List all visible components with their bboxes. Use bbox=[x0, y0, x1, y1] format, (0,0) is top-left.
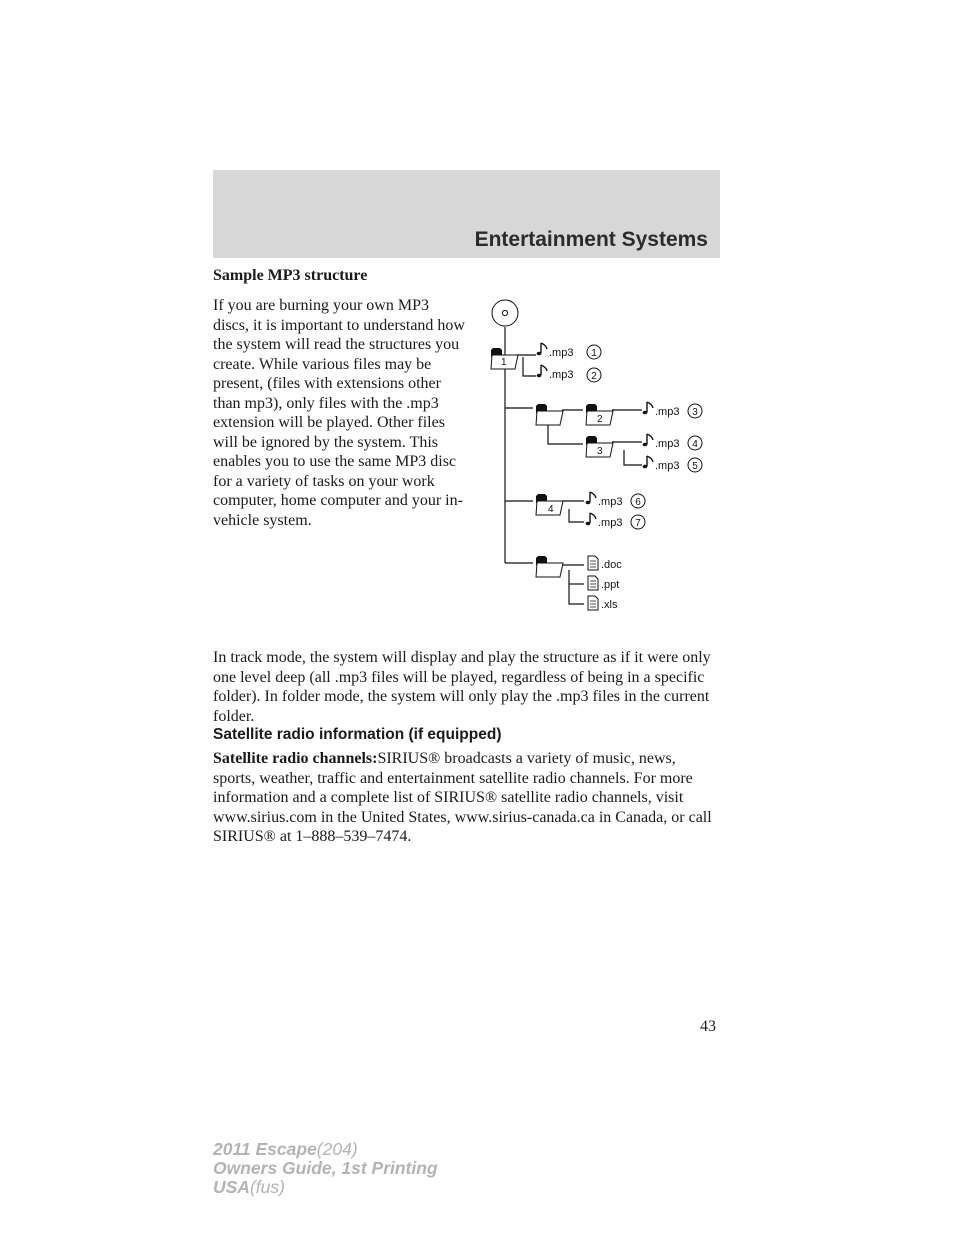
other-file bbox=[588, 556, 622, 571]
svg-text:4: 4 bbox=[692, 439, 698, 450]
svg-text:.mp3: .mp3 bbox=[549, 369, 574, 381]
document-icon bbox=[588, 556, 598, 570]
folder-icon bbox=[536, 556, 563, 577]
svg-text:.mp3: .mp3 bbox=[655, 460, 680, 472]
document-icon bbox=[588, 576, 598, 590]
mp3-structure-diagram bbox=[480, 290, 720, 620]
music-note-icon bbox=[586, 513, 596, 525]
footer-guide: Owners Guide, 1st Printing bbox=[213, 1158, 438, 1178]
mp3-intro-paragraph: If you are burning your own MP3 discs, it is important to understand how the system will read the structures you create. While various files may be present, (files with extensions other than mp3), only files with the .mp3 extension will be played. Other files will be ignored by the system. This enables you to use the same MP3 disc for a variety of tasks on your work computer, home computer and your in-vehicle system. bbox=[213, 297, 465, 529]
svg-text:6: 6 bbox=[635, 497, 641, 508]
mp3-file bbox=[586, 513, 645, 529]
other-file bbox=[588, 576, 619, 591]
folder-icon bbox=[586, 436, 613, 457]
svg-text:.mp3: .mp3 bbox=[549, 347, 574, 359]
svg-text:.doc: .doc bbox=[601, 559, 622, 571]
mp3-structure-heading: Sample MP3 structure bbox=[213, 267, 368, 284]
svg-text:4: 4 bbox=[548, 504, 554, 515]
page-number: 43 bbox=[700, 1018, 716, 1035]
satellite-channels-label: Satellite radio channels: bbox=[213, 750, 378, 767]
footer-market-code: (fus) bbox=[249, 1177, 285, 1197]
music-note-icon bbox=[643, 456, 653, 468]
music-note-icon bbox=[537, 343, 547, 355]
satellite-paragraph bbox=[213, 749, 721, 847]
music-note-icon bbox=[586, 492, 596, 504]
footer-model-code: (204) bbox=[316, 1139, 358, 1159]
section-title: Entertainment Systems bbox=[474, 228, 708, 251]
mp3-file bbox=[537, 343, 601, 359]
svg-text:.xls: .xls bbox=[601, 599, 618, 611]
music-note-icon bbox=[643, 434, 653, 446]
svg-text:3: 3 bbox=[692, 407, 698, 418]
svg-text:.mp3: .mp3 bbox=[655, 406, 680, 418]
footer-model: 2011 Escape bbox=[213, 1139, 317, 1159]
svg-text:5: 5 bbox=[692, 461, 698, 472]
folder-icon bbox=[586, 404, 613, 425]
mp3-file bbox=[643, 456, 702, 472]
mp3-file bbox=[586, 492, 645, 508]
mp3-file bbox=[643, 402, 702, 418]
svg-text:3: 3 bbox=[597, 446, 603, 457]
svg-text:1: 1 bbox=[501, 357, 507, 368]
satellite-channels-text: SIRIUS® broadcasts a variety of music, news, sports, weather, traffic and entertainment satellite radio channels. For more information and a complete list of SIRIUS® satellite radio channels, visit www.sirius.com in the United States, www.sirius-canada.ca in Canada, or call SIRIUS® at 1–888–539–7474. bbox=[213, 750, 712, 845]
svg-text:.ppt: .ppt bbox=[601, 579, 620, 591]
section-header-band bbox=[213, 170, 720, 258]
folder-icon bbox=[536, 404, 563, 425]
svg-text:.mp3: .mp3 bbox=[655, 438, 680, 450]
svg-text:1: 1 bbox=[591, 348, 597, 359]
disc-icon bbox=[492, 300, 518, 326]
footer-imprint bbox=[213, 1140, 438, 1197]
mp3-file bbox=[643, 434, 702, 450]
svg-text:.mp3: .mp3 bbox=[598, 517, 623, 529]
music-note-icon bbox=[537, 365, 547, 377]
document-icon bbox=[588, 596, 598, 610]
satellite-heading: Satellite radio information (if equipped) bbox=[213, 726, 502, 743]
svg-text:7: 7 bbox=[635, 518, 641, 529]
footer-market: USA bbox=[213, 1177, 250, 1197]
track-mode-paragraph: In track mode, the system will display and play the structure as if it were only one level deep (all .mp3 files will be played, regardless of being in a specific folder). In folder mode, the system will only play the .mp3 files in the current folder. bbox=[213, 649, 711, 725]
mp3-file bbox=[537, 365, 601, 382]
other-file bbox=[588, 596, 618, 611]
svg-text:2: 2 bbox=[591, 371, 597, 382]
svg-text:.mp3: .mp3 bbox=[598, 496, 623, 508]
folder-icon bbox=[536, 494, 563, 515]
svg-text:2: 2 bbox=[597, 414, 603, 425]
music-note-icon bbox=[643, 402, 653, 414]
